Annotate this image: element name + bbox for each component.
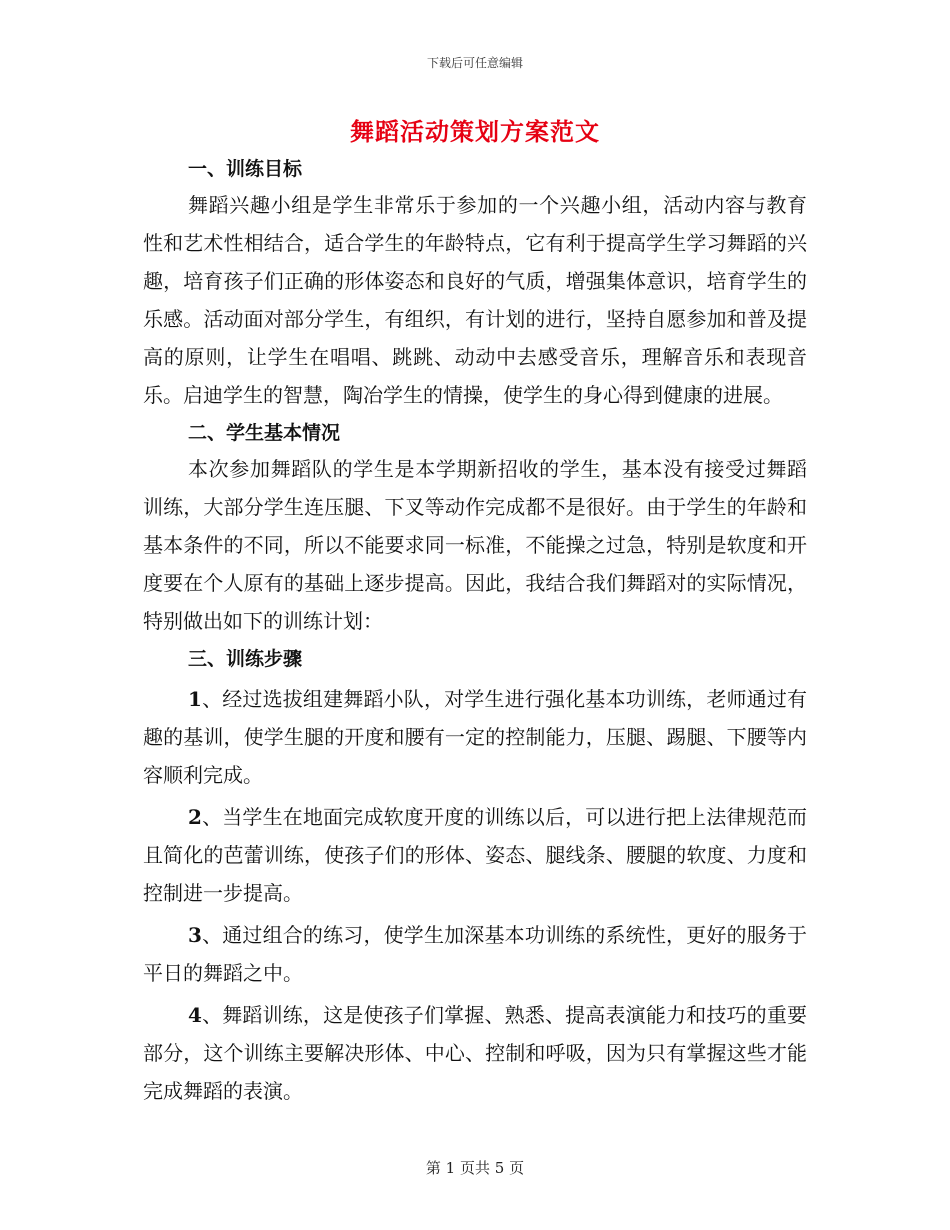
step-number: 1	[188, 687, 202, 711]
step-number: 4	[188, 1003, 202, 1027]
section-heading-3: 三、训练步骤	[188, 648, 303, 670]
page-footer: 第 1 页共 5 页	[425, 1159, 525, 1177]
step-item-2	[143, 798, 807, 912]
section-heading-2: 二、学生基本情况	[188, 422, 341, 444]
step-text: 、经过选拔组建舞蹈小队，对学生进行强化基本功训练，老师通过有趣的基训，使学生腿的开度和腰有一定的控制能力，压腿、踢腿、下腰等内容顺利完成。	[143, 687, 807, 787]
section-paragraph-2: 本次参加舞蹈队的学生是本学期新招收的学生，基本没有接受过舞蹈训练，大部分学生连压腿、下叉等动作完成都不是很好。由于学生的年龄和基本条件的不同，所以不能要求同一标准，不能操之过急，特别是软度和开度要在个人原有的基础上逐步提高。因此，我结合我们舞蹈对的实际情况，特别做出如下的训练计划：	[143, 457, 807, 633]
step-text: 、通过组合的练习，使学生加深基本功训练的系统性，更好的服务于平日的舞蹈之中。	[143, 923, 807, 985]
step-number: 3	[188, 923, 202, 947]
document-body	[143, 152, 807, 1110]
step-item-1	[143, 680, 807, 794]
step-text: 、舞蹈训练，这是使孩子们掌握、熟悉、提高表演能力和技巧的重要部分，这个训练主要解决形体、中心、控制和呼吸，因为只有掌握这些才能完成舞蹈的表演。	[143, 1003, 807, 1103]
section-paragraph-1: 舞蹈兴趣小组是学生非常乐于参加的一个兴趣小组，活动内容与教育性和艺术性相结合，适合学生的年龄特点，它有利于提高学生学习舞蹈的兴趣，培育孩子们正确的形体姿态和良好的气质，增强集体意识，培育学生的乐感。活动面对部分学生，有组织，有计划的进行，坚持自愿参加和普及提高的原则，让学生在唱唱、跳跳、动动中去感受音乐，理解音乐和表现音乐。启迪学生的智慧，陶冶学生的情操，使学生的身心得到健康的进展。	[143, 193, 807, 407]
step-text: 、当学生在地面完成软度开度的训练以后，可以进行把上法律规范而且简化的芭蕾训练，使孩子们的形体、姿态、腿线条、腰腿的软度、力度和控制进一步提高。	[143, 805, 807, 905]
document-title: 舞蹈活动策划方案范文	[350, 117, 600, 146]
step-item-3	[143, 916, 807, 992]
step-number: 2	[188, 805, 202, 829]
header-note: 下载后可任意编辑	[426, 56, 523, 70]
step-item-4	[143, 996, 807, 1110]
section-heading-1: 一、训练目标	[188, 158, 303, 180]
